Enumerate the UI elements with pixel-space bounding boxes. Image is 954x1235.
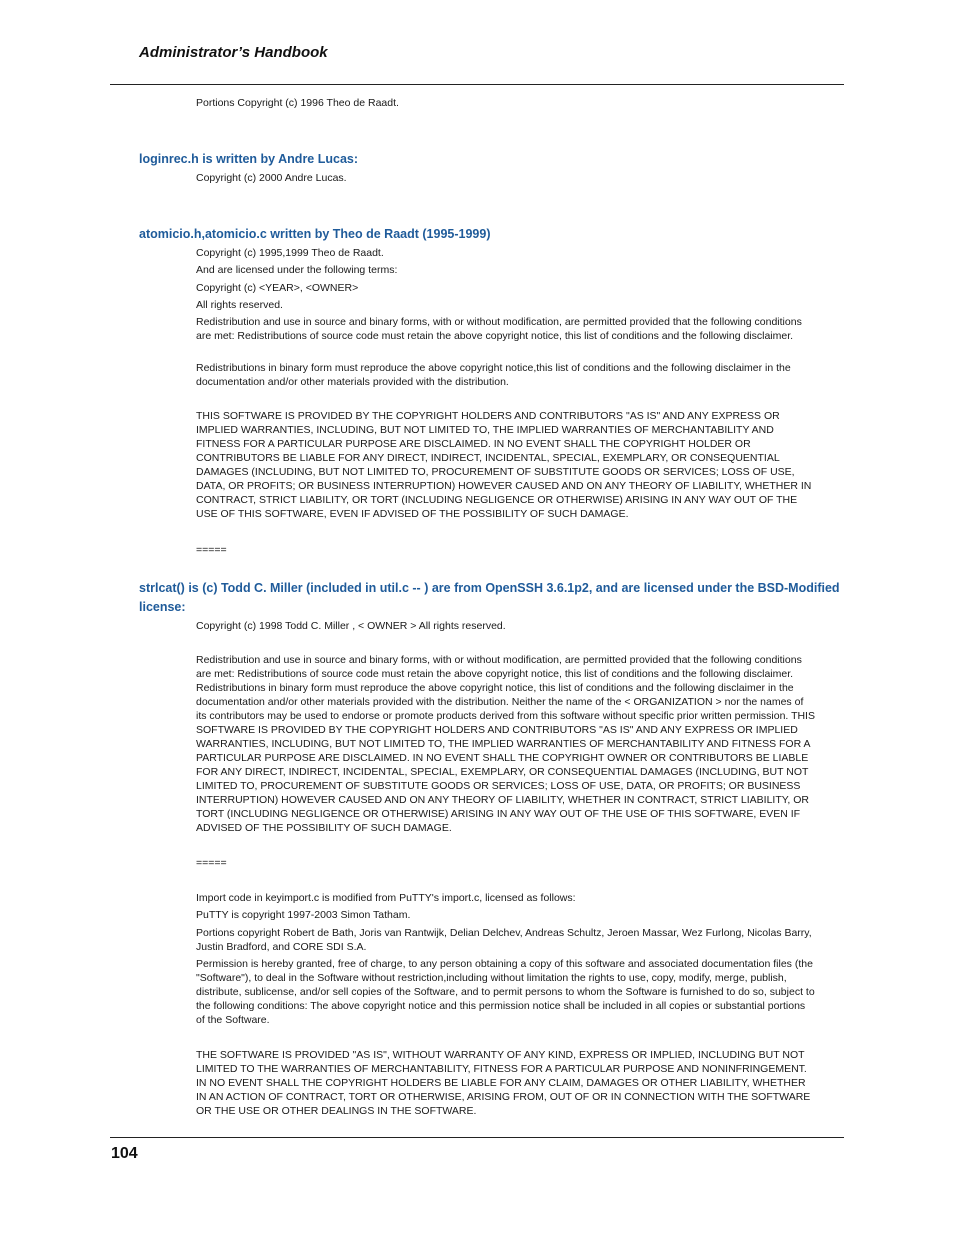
separator-line: ===== [196,857,227,869]
loginrec-heading: loginrec.h is written by Andre Lucas: [139,152,359,166]
atomicio-year-owner: Copyright (c) <YEAR>, <OWNER> [196,282,359,294]
atomicio-rights-reserved: All rights reserved. [196,299,283,311]
atomicio-redistribution-binary: Redistributions in binary form must reproduce the above copyright notice,this list of conditions and the following disclaimer in the documentation and/or other materials provided with the distribution. [196,362,794,388]
atomicio-disclaimer: THIS SOFTWARE IS PROVIDED BY THE COPYRIGHT HOLDERS AND CONTRIBUTORS "AS IS" AND ANY EXPRESS OR IMPLIED WARRANTIES, INCLUDING, BUT NOT LIMITED TO, THE IMPLIED WARRANTIES OF MERCHANTABILITY AND FITNESS FOR A PARTICULAR PURPOSE ARE DISCLAIMED. IN NO EVENT SHALL THE COPYRIGHT HOLDER OR CONTRIBUTORS BE LIABLE FOR ANY DIRECT, INDIRECT, INCIDENTAL, SPECIAL, EXEMPLARY, OR CONSEQUENTIAL DAMAGES (INCLUDING, BUT NOT LIMITED TO, PROCUREMENT OF SUBSTITUTE GOODS OR SERVICES; LOSS OF USE, DATA, OR PROFITS; OR BUSINESS INTERRUPTION) HOWEVER CAUSED AND ON ANY THEORY OF LIABILITY, WHETHER IN CONTRACT, STRICT LIABILITY, OR TORT (INCLUDING NEGLIGENCE OR OTHERWISE) ARISING IN ANY WAY OUT OF THE USE OF THIS SOFTWARE, EVEN IF ADVISED OF THE POSSIBILITY OF SUCH DAMAGE. [196,410,815,520]
atomicio-license-intro: And are licensed under the following terms: [196,264,398,276]
putty-portions-copyright: Portions copyright Robert de Bath, Joris van Rantwijk, Delian Delchev, Andreas Schultz, Jeroen Massar, Wez Furlong, Nicolas Barry, Justin Bradford, and CORE SDI S.A. [196,927,815,953]
strlcat-heading: strlcat() is (c) Todd C. Miller (included in util.c -- ) are from OpenSSH 3.6.1p2, and are licensed under the BSD-Modified license: [139,581,840,614]
atomicio-redistribution-source: Redistribution and use in source and binary forms, with or without modification, are permitted provided that the following conditions are met: Redistributions of source code must retain the above copyright notice, this list of conditions and the following disclaimer. [196,316,805,342]
atomicio-heading: atomicio.h,atomicio.c written by Theo de Raadt (1995-1999) [139,227,491,241]
strlcat-copyright: Copyright (c) 1998 Todd C. Miller , < OWNER > All rights reserved. [196,620,506,632]
theo-portions-copyright: Portions Copyright (c) 1996 Theo de Raadt. [196,97,399,109]
putty-disclaimer: THE SOFTWARE IS PROVIDED "AS IS", WITHOUT WARRANTY OF ANY KIND, EXPRESS OR IMPLIED, INCLUDING BUT NOT LIMITED TO THE WARRANTIES OF MERCHANTABILITY, FITNESS FOR A PARTICULAR PURPOSE AND NONINFRINGEMENT. IN NO EVENT SHALL THE COPYRIGHT HOLDERS BE LIABLE FOR ANY CLAIM, DAMAGES OR OTHER LIABILITY, WHETHER IN AN ACTION OF CONTRACT, TORT OR OTHERWISE, ARISING FROM, OUT OF OR IN CONNECTION WITH THE SOFTWARE OR THE USE OR OTHER DEALINGS IN THE SOFTWARE. [196,1049,814,1117]
header-rule [110,84,844,85]
running-header-title: Administrator’s Handbook [139,44,328,61]
loginrec-copyright: Copyright (c) 2000 Andre Lucas. [196,172,347,184]
page-number: 104 [111,1145,138,1162]
putty-permission-notice: Permission is hereby granted, free of charge, to any person obtaining a copy of this software and associated documentation files (the "Software"), to deal in the Software without restriction,including without limitation the rights to use, copy, modify, merge, publish, distribute, sublicense, and/or sell copies of the Software, and to permit persons to whom the Software is furnished to do so, subject to the following conditions: The above copyright notice and this permission notice shall be included in all copies or substantial portions of the Software. [196,958,818,1026]
atomicio-copyright: Copyright (c) 1995,1999 Theo de Raadt. [196,247,384,259]
separator-line: ===== [196,544,227,556]
strlcat-license-body: Redistribution and use in source and binary forms, with or without modification, are permitted provided that the following conditions are met: Redistributions of source code must retain the above copyright notice, this list of conditions and the following disclaimer. Redistributions in binary form must reproduce the above copyright notice, this list of conditions and the following disclaimer in the documentation and/or other materials provided with the distribution. Neither the name of the < ORGANIZATION > nor the names of its contributors may be used to endorse or promote products derived from this software without specific prior written permission. THIS SOFTWARE IS PROVIDED BY THE COPYRIGHT HOLDERS AND CONTRIBUTORS "AS IS" AND ANY EXPRESS OR IMPLIED WARRANTIES, INCLUDING, BUT NOT LIMITED TO, THE IMPLIED WARRANTIES OF MERCHANTABILITY AND FITNESS FOR A PARTICULAR PURPOSE ARE DISCLAIMED. IN NO EVENT SHALL THE COPYRIGHT OWNER OR CONTRIBUTORS BE LIABLE FOR ANY DIRECT, INDIRECT, INCIDENTAL, SPECIAL, EXEMPLARY, OR CONSEQUENTIAL DAMAGES (INCLUDING, BUT NOT LIMITED TO, PROCUREMENT OF SUBSTITUTE GOODS OR SERVICES; LOSS OF USE, DATA, OR PROFITS; OR BUSINESS INTERRUPTION) HOWEVER CAUSED AND ON ANY THEORY OF LIABILITY, WHETHER IN CONTRACT, STRICT LIABILITY, OR TORT (INCLUDING NEGLIGENCE OR OTHERWISE) ARISING IN ANY WAY OUT OF THE USE OF THIS SOFTWARE, EVEN IF ADVISED OF THE POSSIBILITY OF SUCH DAMAGE. [196,654,818,834]
putty-copyright: PuTTY is copyright 1997-2003 Simon Tatham. [196,909,411,921]
putty-import-note: Import code in keyimport.c is modified from PuTTY's import.c, licensed as follows: [196,892,576,904]
footer-rule [110,1137,844,1138]
